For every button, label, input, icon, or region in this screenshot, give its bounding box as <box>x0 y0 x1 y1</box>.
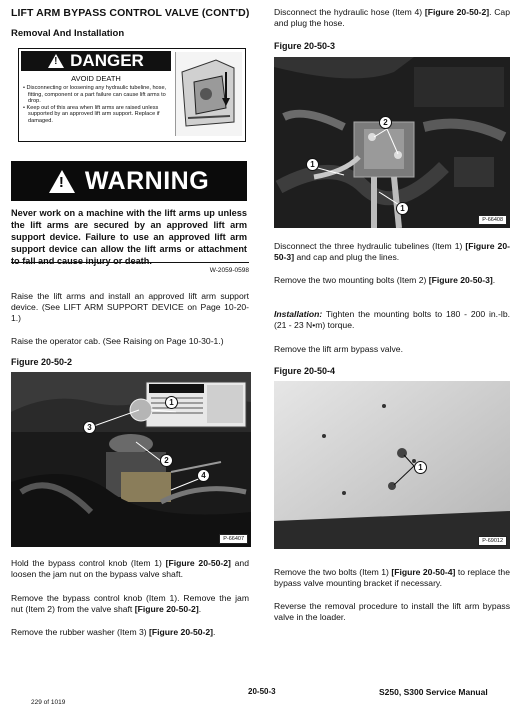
instruction-paragraph: Disconnect the hydraulic hose (Item 4) [Figure 20-50-2]. Cap and plug the hose. <box>274 7 510 28</box>
warning-banner <box>11 161 247 201</box>
callout-1: 1 <box>165 396 178 409</box>
instruction-paragraph: Remove the two bolts (Item 1) [Figure 20-50-4] to replace the bypass valve mounting bracket if necessary. <box>274 567 510 588</box>
danger-heading <box>21 51 171 71</box>
instruction-paragraph: Remove the two mounting bolts (Item 2) [Figure 20-50-3]. <box>274 275 496 285</box>
figure-code: P-69012 <box>478 536 507 546</box>
callout-1: 1 <box>396 202 409 215</box>
instruction-paragraph: Remove the lift arm bypass valve. <box>274 344 403 354</box>
instruction-paragraph: Raise the lift arms and install an approved lift arm support device. (See LIFT ARM SUPPORT DEVICE on Page 10-20-1.) <box>11 291 249 323</box>
warning-code: W-2059-0598 <box>209 267 249 274</box>
warning-heading: WARNING <box>84 166 210 195</box>
manual-title: S250, S300 Service Manual <box>379 687 488 697</box>
figure-label: Figure 20-50-4 <box>274 366 336 376</box>
callout-1: 1 <box>414 461 427 474</box>
figure-code: P-66408 <box>478 215 507 225</box>
figure-label: Figure 20-50-2 <box>11 357 73 367</box>
callout-1: 1 <box>306 158 319 171</box>
alert-triangle-icon: ! <box>48 54 64 68</box>
danger-heading-text: DANGER <box>70 51 144 70</box>
danger-avoid-text: AVOID DEATH <box>71 74 121 83</box>
danger-list <box>23 85 171 125</box>
instruction-paragraph: Disconnect the three hydraulic tubelines (Item 1) [Figure 20-50-3] and cap and plug the lines. <box>274 241 510 262</box>
warning-text: Never work on a machine with the lift arms up unless the lift arms are secured by an approved lift arm support device. Failure to use an approved lift arm support device can allow the lift arms or attachment to fall and cause injury or death. <box>11 208 247 266</box>
callout-3: 3 <box>83 421 96 434</box>
section-subtitle: Removal And Installation <box>11 28 125 39</box>
danger-item: • Disconnecting or loosening any hydraulic tubeline, hose, fitting, component or a part failure can cause lift arms to drop. <box>23 85 167 105</box>
danger-decal <box>18 48 246 142</box>
callout-2: 2 <box>160 454 173 467</box>
instruction-paragraph: Raise the operator cab. (See Raising on Page 10-30-1.) <box>11 336 224 346</box>
alert-triangle-icon: ! <box>49 170 75 193</box>
page-count: 229 of 1019 <box>31 699 66 706</box>
instruction-paragraph: Remove the rubber washer (Item 3) [Figure 20-50-2]. <box>11 627 216 637</box>
danger-pictogram <box>175 52 242 136</box>
instruction-paragraph: Hold the bypass control knob (Item 1) [Figure 20-50-2] and loosen the jam nut on the bypass valve shaft. <box>11 558 249 579</box>
warning-divider <box>11 262 249 263</box>
instruction-paragraph: Remove the bypass control knob (Item 1). Remove the jam nut (Item 2) from the valve shaft [Figure 20-50-2]. <box>11 593 249 614</box>
callout-4: 4 <box>197 469 210 482</box>
figure-code: P-66407 <box>219 534 248 544</box>
section-title: LIFT ARM BYPASS CONTROL VALVE (CONT'D) <box>11 7 250 19</box>
danger-item: • Keep out of this area when lift arms are raised unless supported by an approved lift arm support. Replace if damaged. <box>23 104 160 124</box>
figure-label: Figure 20-50-3 <box>274 41 336 51</box>
instruction-paragraph: Reverse the removal procedure to install the lift arm bypass valve in the loader. <box>274 601 510 622</box>
page-number: 20-50-3 <box>248 687 276 696</box>
figure-20-50-2-photo <box>11 372 251 547</box>
figure-20-50-4-photo <box>274 381 510 549</box>
callout-2: 2 <box>379 116 392 129</box>
installation-note: Installation: Tighten the mounting bolts to 180 - 200 in.-lb. (21 - 23 N•m) torque. <box>274 309 510 330</box>
figure-20-50-3-photo <box>274 57 510 228</box>
